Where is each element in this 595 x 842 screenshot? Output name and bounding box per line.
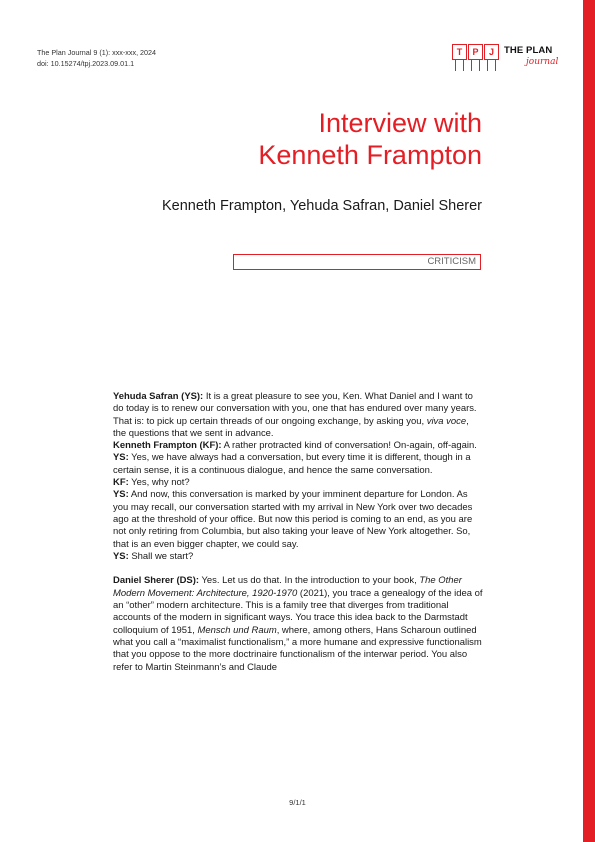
title-line-2: Kenneth Frampton	[258, 140, 482, 170]
speaker-label: KF:	[113, 477, 129, 489]
paragraph	[113, 551, 483, 563]
speaker-label: YS:	[113, 550, 129, 562]
speaker-label: YS:	[113, 452, 129, 464]
paragraph	[113, 489, 483, 550]
logo-letter-j: J	[484, 44, 499, 60]
italic-text: Mensch und Raum	[197, 624, 277, 636]
logo-letter-t: T	[452, 44, 467, 60]
paragraph-text: Yes. Let us do that. In the introduction to your book,	[199, 575, 420, 587]
category-box	[233, 254, 481, 270]
title-line-1: Interview with	[318, 108, 482, 138]
paragraph-text: It is a great pleasure to see you, Ken. What Daniel and I want to do today is to renew our conversation with you, one that has endured over many years. That is: to pick up certain threads of our ongoing exchange, by asking you,	[113, 391, 477, 427]
paragraph	[113, 440, 483, 452]
article-authors: Kenneth Frampton, Yehuda Safran, Daniel Sherer	[161, 198, 482, 214]
page-number: 9/1/1	[289, 798, 306, 807]
paragraph-text: Yes, we have always had a conversation, but every time it is different, though in a certain sense, it is a continuous dialogue, and hence the same conversation.	[113, 452, 471, 476]
logo-name: THE PLAN	[504, 45, 553, 56]
paragraph-text: , where, among others, Hans Scharoun outlined what you call a “maximalist functionalism,” a more humane and expressive functionalism that you oppose to the more doctrinaire functionalism of the interwar period. You also refer to Martin Steinmann’s and Claude	[113, 624, 482, 673]
paragraph	[113, 575, 483, 673]
paragraph	[113, 391, 483, 440]
article-body	[113, 391, 483, 674]
logo-subtitle: journal	[526, 57, 559, 67]
book-title: The Other Modern Movement: Architecture, 1920-1970	[113, 575, 462, 599]
italic-text: viva voce	[426, 415, 467, 427]
speaker-label: Kenneth Frampton (KF):	[113, 440, 222, 452]
right-edge-bar	[583, 0, 595, 842]
journal-meta	[37, 47, 156, 69]
speaker-label: YS:	[113, 489, 129, 501]
article-title	[258, 107, 482, 171]
paragraph-text: A rather protracted kind of conversation! On-again, off-again.	[221, 440, 477, 452]
paragraph-text: And now, this conversation is marked by your imminent departure for London. As you may recall, our conversation started with my arrival in New York over two decades ago at the threshold of your office. But now this period is coming to an end, as you are not only retiring from Columbia, but also taking your leave of New York altogether. So, that is an even bigger chapter, we could say.	[113, 489, 473, 550]
doi: doi: 10.15274/tpj.2023.09.01.1	[37, 59, 135, 68]
journal-logo	[452, 44, 562, 72]
speaker-label: Yehuda Safran (YS):	[113, 391, 204, 402]
speaker-label: Daniel Sherer (DS):	[113, 575, 200, 587]
category-label: CRITICISM	[427, 256, 476, 267]
paragraph-text: (2021), you trace a genealogy of the idea of an “other” modern architecture. This is a family tree that diverges from traditional accounts of the modern in significant ways. You trace this idea back to the Darmstadt colloquium of 1951,	[113, 587, 483, 636]
paragraph-text: Yes, why not?	[128, 477, 190, 489]
journal-citation: The Plan Journal 9 (1): xxx-xxx, 2024	[37, 48, 157, 57]
logo-mark	[452, 44, 502, 68]
paragraph	[113, 477, 483, 489]
paragraph-text: , the questions that we sent in advance.	[113, 415, 469, 439]
paragraph-text: Shall we start?	[128, 550, 194, 562]
logo-letter-p: P	[468, 44, 483, 60]
paragraph	[113, 452, 483, 477]
